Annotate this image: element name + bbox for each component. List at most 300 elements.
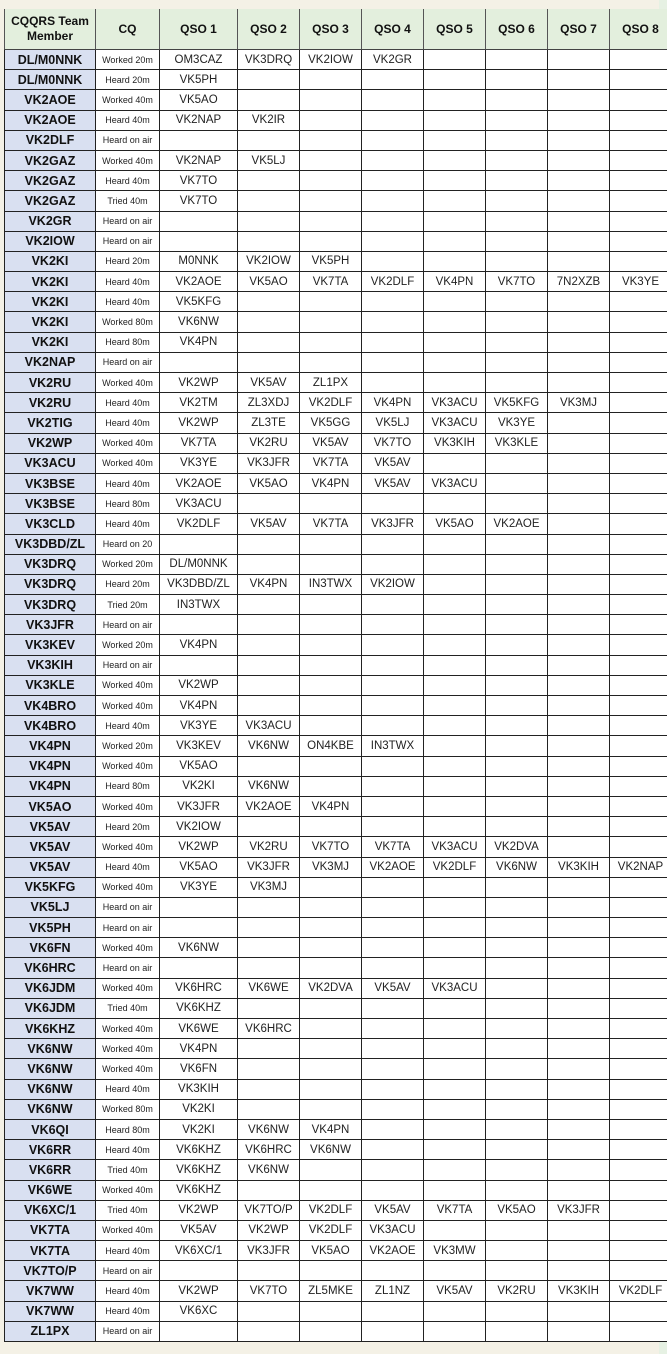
cell-qso-6 <box>486 635 548 655</box>
cell-qso-1: VK2WP <box>160 675 238 695</box>
cell-qso-3 <box>300 90 362 110</box>
cell-qso-5 <box>424 897 486 917</box>
cell-qso-2: ZL3TE <box>238 413 300 433</box>
cell-qso-1: VK5AO <box>160 90 238 110</box>
cell-qso-7 <box>548 1140 610 1160</box>
cell-cq: Heard 40m <box>96 413 160 433</box>
cell-qso-3: VK5GG <box>300 413 362 433</box>
cell-qso-6 <box>486 696 548 716</box>
cell-qso-8 <box>610 998 667 1018</box>
cell-qso-1: VK2NAP <box>160 110 238 130</box>
cell-cq: Worked 40m <box>96 90 160 110</box>
cell-qso-3 <box>300 1180 362 1200</box>
table-row <box>5 716 667 736</box>
table-row <box>5 1019 667 1039</box>
cell-qso-2: VK3DRQ <box>238 50 300 70</box>
cell-qso-4 <box>362 1119 424 1139</box>
cell-qso-5: VK3ACU <box>424 837 486 857</box>
cell-qso-1: VK2AOE <box>160 272 238 292</box>
cell-qso-2: VK6NW <box>238 776 300 796</box>
cell-qso-4 <box>362 1099 424 1119</box>
cell-qso-6 <box>486 534 548 554</box>
cell-qso-1 <box>160 1321 238 1341</box>
cell-qso-4 <box>362 716 424 736</box>
cell-member: VK3CLD <box>5 514 96 534</box>
cell-qso-6 <box>486 70 548 90</box>
cell-member: VK3BSE <box>5 494 96 514</box>
cell-qso-2 <box>238 171 300 191</box>
cell-qso-8 <box>610 1261 667 1281</box>
cell-qso-4 <box>362 1059 424 1079</box>
cell-qso-1: VK3YE <box>160 716 238 736</box>
cell-qso-3 <box>300 494 362 514</box>
cell-qso-3 <box>300 716 362 736</box>
cell-member: VK6JDM <box>5 978 96 998</box>
cell-member: VK2IOW <box>5 231 96 251</box>
cell-cq: Worked 40m <box>96 373 160 393</box>
table-row <box>5 50 667 70</box>
cell-qso-6 <box>486 817 548 837</box>
cell-member: ZL1PX <box>5 1321 96 1341</box>
table-row <box>5 635 667 655</box>
cell-qso-1: VK4PN <box>160 696 238 716</box>
cell-qso-1: VK5KFG <box>160 292 238 312</box>
cell-qso-4 <box>362 635 424 655</box>
cell-qso-8 <box>610 756 667 776</box>
cell-cq: Heard on air <box>96 1321 160 1341</box>
cell-qso-6 <box>486 453 548 473</box>
cell-qso-5 <box>424 373 486 393</box>
cell-qso-7 <box>548 1099 610 1119</box>
cell-qso-8 <box>610 534 667 554</box>
cell-qso-1: VK3DBD/ZL <box>160 574 238 594</box>
header-qso-3: QSO 3 <box>300 9 362 50</box>
cell-qso-3 <box>300 352 362 372</box>
table-row <box>5 393 667 413</box>
cell-qso-5 <box>424 776 486 796</box>
cell-qso-5 <box>424 1099 486 1119</box>
table-row <box>5 312 667 332</box>
cell-qso-7 <box>548 1059 610 1079</box>
cell-qso-3 <box>300 554 362 574</box>
cell-member: VK6NW <box>5 1079 96 1099</box>
cell-qso-5 <box>424 877 486 897</box>
cell-qso-1: VK2WP <box>160 413 238 433</box>
cell-qso-7 <box>548 696 610 716</box>
cell-qso-8 <box>610 796 667 816</box>
cell-qso-8 <box>610 938 667 958</box>
cell-qso-1: VK6NW <box>160 312 238 332</box>
cell-member: VK3BSE <box>5 473 96 493</box>
cell-qso-4 <box>362 796 424 816</box>
cell-qso-1: VK2WP <box>160 837 238 857</box>
cell-cq: Tried 40m <box>96 191 160 211</box>
cell-qso-4: VK3JFR <box>362 514 424 534</box>
header-team-member: CQQRS Team Member <box>5 9 96 50</box>
cell-qso-7 <box>548 776 610 796</box>
cell-qso-6 <box>486 150 548 170</box>
cell-member: VK7WW <box>5 1281 96 1301</box>
cell-qso-5: VK5AO <box>424 514 486 534</box>
cell-cq: Heard on air <box>96 231 160 251</box>
cell-qso-6 <box>486 1261 548 1281</box>
cell-member: VK2GR <box>5 211 96 231</box>
cell-qso-8 <box>610 251 667 271</box>
cell-qso-6 <box>486 494 548 514</box>
table-row <box>5 776 667 796</box>
cell-qso-2: VK2RU <box>238 837 300 857</box>
header-qso-5: QSO 5 <box>424 9 486 50</box>
cell-qso-5: VK3MW <box>424 1241 486 1261</box>
cell-qso-2 <box>238 615 300 635</box>
cell-qso-8 <box>610 292 667 312</box>
cell-qso-6 <box>486 938 548 958</box>
table-row <box>5 1039 667 1059</box>
cell-qso-1: VK5AO <box>160 857 238 877</box>
cell-qso-4 <box>362 756 424 776</box>
cell-qso-3: VK2DLF <box>300 1220 362 1240</box>
cell-cq: Heard on air <box>96 352 160 372</box>
cell-qso-7 <box>548 171 610 191</box>
cell-qso-2: VK6HRC <box>238 1140 300 1160</box>
cell-qso-3 <box>300 1059 362 1079</box>
cell-cq: Heard on 20 <box>96 534 160 554</box>
cell-cq: Heard on air <box>96 211 160 231</box>
table-row <box>5 171 667 191</box>
cell-qso-2 <box>238 635 300 655</box>
cell-qso-3 <box>300 1321 362 1341</box>
cell-qso-8 <box>610 191 667 211</box>
cell-qso-3: VK5AO <box>300 1241 362 1261</box>
cell-qso-3: ZL1PX <box>300 373 362 393</box>
cell-qso-4 <box>362 534 424 554</box>
table-row <box>5 332 667 352</box>
cell-qso-3 <box>300 130 362 150</box>
cell-qso-4: VK5AV <box>362 453 424 473</box>
cell-qso-4 <box>362 251 424 271</box>
cell-qso-2: VK5LJ <box>238 150 300 170</box>
table-row <box>5 554 667 574</box>
cell-member: VK6NW <box>5 1099 96 1119</box>
cell-qso-6 <box>486 736 548 756</box>
table-row <box>5 756 667 776</box>
cell-qso-5 <box>424 918 486 938</box>
cell-qso-1: OM3CAZ <box>160 50 238 70</box>
cell-qso-2: VK2IOW <box>238 251 300 271</box>
cell-member: VK6KHZ <box>5 1019 96 1039</box>
cell-qso-6 <box>486 211 548 231</box>
table-row <box>5 231 667 251</box>
header-row <box>5 9 667 50</box>
cell-qso-6 <box>486 1039 548 1059</box>
cell-qso-5 <box>424 332 486 352</box>
cell-qso-6: VK3YE <box>486 413 548 433</box>
cell-qso-7: VK3KIH <box>548 1281 610 1301</box>
cell-cq: Heard 40m <box>96 716 160 736</box>
cell-qso-6: VK2DVA <box>486 837 548 857</box>
cell-cq: Heard on air <box>96 918 160 938</box>
cell-cq: Heard 40m <box>96 1301 160 1321</box>
cell-cq: Worked 20m <box>96 635 160 655</box>
cell-cq: Worked 20m <box>96 50 160 70</box>
cell-qso-7 <box>548 292 610 312</box>
cell-qso-4 <box>362 958 424 978</box>
table-row <box>5 1099 667 1119</box>
cell-qso-3: VK7TA <box>300 514 362 534</box>
cell-cq: Worked 40m <box>96 796 160 816</box>
cell-qso-6 <box>486 130 548 150</box>
cell-qso-1: VK3YE <box>160 453 238 473</box>
cell-qso-2 <box>238 998 300 1018</box>
cell-qso-5 <box>424 90 486 110</box>
cell-cq: Heard 40m <box>96 1241 160 1261</box>
table-row <box>5 615 667 635</box>
cell-qso-8 <box>610 352 667 372</box>
cell-qso-5 <box>424 716 486 736</box>
table-row <box>5 857 667 877</box>
cell-qso-3: IN3TWX <box>300 574 362 594</box>
cell-member: VK7TA <box>5 1220 96 1240</box>
cell-cq: Heard 40m <box>96 514 160 534</box>
cell-qso-5 <box>424 352 486 372</box>
cell-cq: Heard on air <box>96 897 160 917</box>
cell-cq: Heard 40m <box>96 272 160 292</box>
cell-qso-8 <box>610 494 667 514</box>
cell-qso-2: VK3MJ <box>238 877 300 897</box>
table-row <box>5 796 667 816</box>
cell-qso-3 <box>300 615 362 635</box>
cell-qso-2 <box>238 696 300 716</box>
cell-member: VK6WE <box>5 1180 96 1200</box>
cell-qso-7 <box>548 595 610 615</box>
cell-qso-2: VK2WP <box>238 1220 300 1240</box>
cell-qso-3: VK4PN <box>300 473 362 493</box>
cell-qso-6 <box>486 716 548 736</box>
cell-qso-2 <box>238 1059 300 1079</box>
cell-qso-3 <box>300 191 362 211</box>
cell-qso-1 <box>160 352 238 372</box>
table-row <box>5 413 667 433</box>
cell-qso-5 <box>424 574 486 594</box>
cell-qso-2 <box>238 675 300 695</box>
cell-qso-1: VK2WP <box>160 1281 238 1301</box>
cell-qso-3 <box>300 998 362 1018</box>
cell-cq: Worked 40m <box>96 938 160 958</box>
cell-qso-4 <box>362 130 424 150</box>
cell-qso-8 <box>610 897 667 917</box>
cell-qso-6 <box>486 1079 548 1099</box>
cell-qso-6 <box>486 90 548 110</box>
cell-qso-6 <box>486 675 548 695</box>
cell-cq: Heard on air <box>96 615 160 635</box>
table-body <box>5 50 667 1342</box>
cell-member: VK6XC/1 <box>5 1200 96 1220</box>
cell-qso-8 <box>610 433 667 453</box>
cell-qso-8 <box>610 776 667 796</box>
cell-qso-2: VK3JFR <box>238 857 300 877</box>
cell-qso-8 <box>610 595 667 615</box>
cell-qso-5 <box>424 1301 486 1321</box>
cell-qso-5 <box>424 312 486 332</box>
cell-qso-2 <box>238 756 300 776</box>
cell-qso-2: VK3ACU <box>238 716 300 736</box>
cell-qso-2 <box>238 1321 300 1341</box>
cell-qso-1: VK2WP <box>160 1200 238 1220</box>
cell-qso-2: VK2IR <box>238 110 300 130</box>
cell-qso-2: VK5AV <box>238 514 300 534</box>
cell-qso-8 <box>610 70 667 90</box>
header-qso-1: QSO 1 <box>160 9 238 50</box>
header-qso-4: QSO 4 <box>362 9 424 50</box>
table-row <box>5 1321 667 1341</box>
cell-qso-6 <box>486 1220 548 1240</box>
cell-qso-5: VK2DLF <box>424 857 486 877</box>
cell-qso-4 <box>362 1039 424 1059</box>
cell-qso-6 <box>486 1099 548 1119</box>
cell-qso-2 <box>238 90 300 110</box>
table-row <box>5 938 667 958</box>
table-row <box>5 1140 667 1160</box>
cell-qso-6 <box>486 50 548 70</box>
cell-cq: Worked 80m <box>96 312 160 332</box>
cell-qso-3: ZL5MKE <box>300 1281 362 1301</box>
cell-qso-3: VK5AV <box>300 433 362 453</box>
cell-cq: Heard 40m <box>96 1281 160 1301</box>
cell-qso-4 <box>362 776 424 796</box>
cell-qso-8 <box>610 1119 667 1139</box>
cell-qso-5 <box>424 655 486 675</box>
table-row <box>5 1079 667 1099</box>
cell-member: VK6NW <box>5 1059 96 1079</box>
cell-cq: Worked 40m <box>96 1220 160 1240</box>
cell-qso-4 <box>362 292 424 312</box>
cell-qso-4 <box>362 1301 424 1321</box>
cell-qso-1: VK3YE <box>160 877 238 897</box>
cell-qso-2 <box>238 534 300 554</box>
header-cq: CQ <box>96 9 160 50</box>
cell-cq: Worked 40m <box>96 1059 160 1079</box>
cell-member: VK6HRC <box>5 958 96 978</box>
cell-cq: Heard 80m <box>96 332 160 352</box>
cell-cq: Worked 40m <box>96 675 160 695</box>
cell-qso-1: VK2KI <box>160 776 238 796</box>
cell-qso-7 <box>548 574 610 594</box>
table-row <box>5 1160 667 1180</box>
cell-qso-3 <box>300 958 362 978</box>
cell-qso-4: VK5AV <box>362 473 424 493</box>
cell-qso-6 <box>486 655 548 675</box>
cell-qso-2 <box>238 494 300 514</box>
cell-qso-5 <box>424 50 486 70</box>
cell-qso-5 <box>424 998 486 1018</box>
cell-qso-3 <box>300 938 362 958</box>
cell-qso-6: VK3KLE <box>486 433 548 453</box>
table-row <box>5 514 667 534</box>
cell-qso-6 <box>486 978 548 998</box>
cell-qso-5: VK3ACU <box>424 978 486 998</box>
cell-qso-3 <box>300 171 362 191</box>
cell-qso-4 <box>362 211 424 231</box>
cell-qso-1: VK6XC <box>160 1301 238 1321</box>
cell-cq: Heard 80m <box>96 776 160 796</box>
table-row <box>5 958 667 978</box>
cell-member: VK2AOE <box>5 110 96 130</box>
cell-qso-7 <box>548 938 610 958</box>
cell-qso-8 <box>610 877 667 897</box>
cell-qso-8 <box>610 373 667 393</box>
cell-qso-7 <box>548 433 610 453</box>
cell-qso-1 <box>160 130 238 150</box>
cell-qso-4 <box>362 655 424 675</box>
cell-qso-3: VK4PN <box>300 1119 362 1139</box>
cell-qso-4: VK5AV <box>362 978 424 998</box>
cell-qso-6 <box>486 918 548 938</box>
cell-qso-5: VK7TA <box>424 1200 486 1220</box>
table-row <box>5 191 667 211</box>
header-qso-8: QSO 8 <box>610 9 667 50</box>
cell-cq: Heard 40m <box>96 393 160 413</box>
cell-qso-7 <box>548 756 610 776</box>
cell-qso-4 <box>362 1261 424 1281</box>
cell-qso-4 <box>362 817 424 837</box>
cell-qso-5 <box>424 191 486 211</box>
cell-qso-1 <box>160 211 238 231</box>
cell-qso-1: VK6WE <box>160 1019 238 1039</box>
table-row <box>5 918 667 938</box>
cell-member: VK6JDM <box>5 998 96 1018</box>
cell-qso-5 <box>424 1039 486 1059</box>
cell-qso-3: VK7TA <box>300 272 362 292</box>
cell-member: VK2GAZ <box>5 150 96 170</box>
cell-cq: Heard 40m <box>96 473 160 493</box>
cell-qso-4: VK5AV <box>362 1200 424 1220</box>
cell-member: VK2GAZ <box>5 171 96 191</box>
table-row <box>5 211 667 231</box>
cell-qso-4 <box>362 1160 424 1180</box>
cell-qso-7 <box>548 352 610 372</box>
cell-qso-2: VK4PN <box>238 574 300 594</box>
cell-qso-7 <box>548 1039 610 1059</box>
cell-qso-3 <box>300 655 362 675</box>
cell-qso-6 <box>486 1019 548 1039</box>
cell-qso-8 <box>610 1019 667 1039</box>
table-row <box>5 272 667 292</box>
cell-cq: Worked 40m <box>96 756 160 776</box>
cell-qso-8 <box>610 413 667 433</box>
table-row <box>5 373 667 393</box>
cell-qso-6 <box>486 473 548 493</box>
cell-member: VK6QI <box>5 1119 96 1139</box>
cell-member: VK4PN <box>5 756 96 776</box>
cell-qso-7 <box>548 514 610 534</box>
cell-qso-2: ZL3XDJ <box>238 393 300 413</box>
cell-qso-3: VK6NW <box>300 1140 362 1160</box>
cell-qso-5 <box>424 292 486 312</box>
table-row <box>5 90 667 110</box>
cell-qso-3 <box>300 696 362 716</box>
cell-qso-1 <box>160 1261 238 1281</box>
cell-qso-5 <box>424 211 486 231</box>
cell-qso-3 <box>300 1261 362 1281</box>
cell-qso-5 <box>424 130 486 150</box>
cell-qso-3 <box>300 877 362 897</box>
cell-qso-5 <box>424 736 486 756</box>
cell-qso-8 <box>610 655 667 675</box>
cell-qso-3 <box>300 897 362 917</box>
table-row <box>5 292 667 312</box>
cell-member: VK2KI <box>5 272 96 292</box>
cell-qso-3: VK2IOW <box>300 50 362 70</box>
